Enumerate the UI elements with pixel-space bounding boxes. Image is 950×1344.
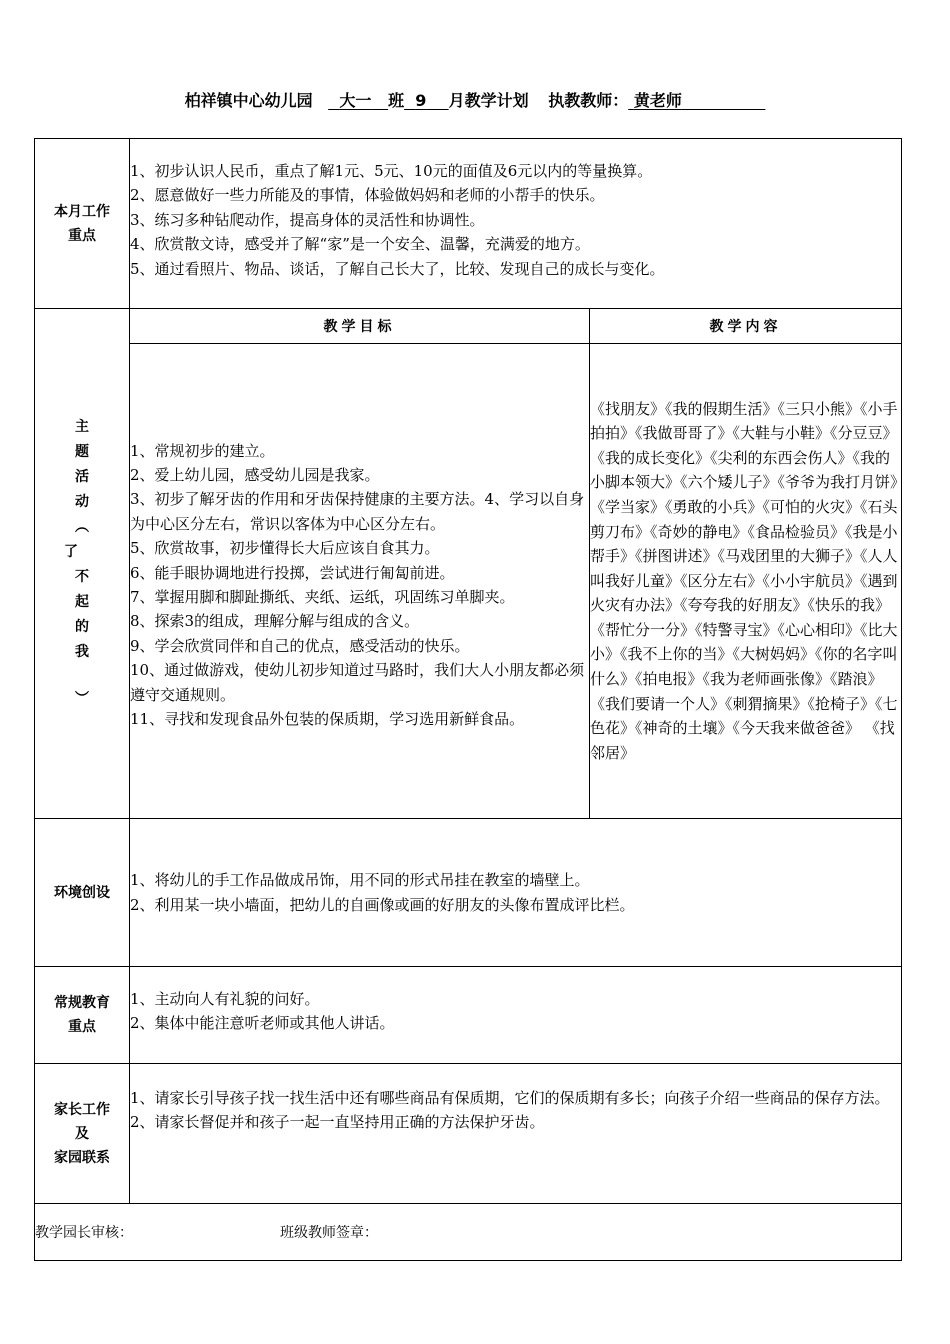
teacher-name: 黄老师 — [633, 91, 682, 110]
goal-item: 7、掌握用脚和脚趾撕纸、夹纸、运纸，巩固练习单脚夹。 — [130, 588, 515, 606]
monthly-focus-item: 2、愿意做好一些力所能及的事情，体验做妈妈和老师的小帮手的快乐。 — [130, 186, 605, 205]
environment-row — [35, 819, 902, 967]
goal-item: 9、学会欣赏同伴和自己的优点，感受活动的快乐。 — [130, 636, 470, 655]
parents-item: 1、请家长引导孩子找一找生活中还有哪些商品有保质期，它们的保质期有多长；向孩子介绍一些商品的保存方法。 — [130, 1089, 890, 1107]
signature-area — [35, 1204, 902, 1261]
parents-item: 2、请家长督促并和孩子一起一直坚持用正确的方法保护牙齿。 — [130, 1113, 545, 1132]
goal-item: 2、爱上幼儿园，感受幼儿园是我家。 — [130, 465, 380, 484]
class-name: 大一 — [339, 91, 372, 110]
goal-item: 3、初步了解牙齿的作用和牙齿保持健康的主要方法。4、学习以自身为中心区分左右，常识以客体为中心区分左右。 — [130, 490, 585, 533]
theme-body-row — [35, 344, 902, 819]
class-label: 班 — [388, 91, 405, 110]
theme-goals — [130, 344, 590, 819]
parents-content — [130, 1064, 902, 1204]
monthly-focus-row — [35, 139, 902, 309]
monthly-focus-item: 1、初步认识人民币，重点了解1元、5元、10元的面值及6元以内的等量换算。 — [130, 162, 653, 180]
theme-content: 《找朋友》《我的假期生活》《三只小熊》《小手拍拍》《我做哥哥了》《大鞋与小鞋》《分豆豆》《我的成长变化》《尖利的东西会伤人》《我的小脚本领大》《六个矮儿子》《爷爷为我打月饼》《学当家》《勇敢的小兵》《可怕的火灾》《石头剪刀布》《奇妙的静电》《食品检验员》《我是小帮手》《拼图讲述》《马戏团里的大狮子》《人人叫我好儿童》《区分左右》《小小宇航员》《遇到火灾有办法》《夸夸我的好朋友》《快乐的我》《帮忙分一分》《特警寻宝》《心心相印》《比大小》《我不上你的当》《大树妈妈》《你的名字叫什么》《拍电报》《我为老师画张像》《踏浪》《我们要请一个人》《刺猬摘果》《抢椅子》《七色花》《神奇的土壤》《今天我来做爸爸》 《找邻居》 — [590, 344, 902, 819]
environment-item: 1、将幼儿的手工作品做成吊饰，用不同的形式吊挂在教室的墙壁上。 — [130, 871, 590, 890]
environment-content — [130, 819, 902, 967]
goal-item: 10、通过做游戏，使幼儿初步知道过马路时，我们大人小朋友都必须遵守交通规则。 — [130, 661, 585, 704]
monthly-focus-item: 4、欣赏散文诗，感受并了解“家”是一个安全、温馨，充满爱的地方。 — [130, 235, 590, 254]
theme-label — [35, 309, 130, 819]
goal-item: 11、寻找和发现食品外包装的保质期，学习选用新鲜食品。 — [130, 710, 525, 729]
signature-row — [35, 1204, 902, 1261]
routine-label: 常规教育 重点 — [35, 967, 130, 1064]
goal-item: 8、探索3的组成，理解分解与组成的含义。 — [130, 612, 420, 631]
teacher-label: 执教教师： — [548, 91, 629, 110]
theme-label-vertical: 主 题 活 动 ︵ 了 不 起 的 我 ︶ — [64, 419, 89, 707]
monthly-focus-item: 3、练习多种钻爬动作，提高身体的灵活性和协调性。 — [130, 210, 485, 229]
plan-label: 月教学计划 — [448, 91, 529, 110]
parents-row — [35, 1064, 902, 1204]
goal-item: 1、常规初步的建立。 — [130, 441, 275, 460]
monthly-focus-item: 5、通过看照片、物品、谈话，了解自己长大了，比较、发现自己的成长与变化。 — [130, 259, 665, 278]
principal-review-label: 教学园长审核： — [35, 1225, 133, 1241]
environment-item: 2、利用某一块小墙面，把幼儿的自画像或画的好朋友的头像布置成评比栏。 — [130, 895, 635, 914]
teaching-plan-table — [34, 138, 902, 1261]
content-header: 教学内容 — [590, 309, 902, 344]
page-title — [0, 88, 950, 111]
school-name: 柏祥镇中心幼儿园 — [184, 91, 313, 110]
environment-label: 环境创设 — [35, 819, 130, 967]
parents-label: 家长工作 及 家园联系 — [35, 1064, 130, 1204]
goal-item: 5、欣赏故事，初步懂得长大后应该自食其力。 — [130, 539, 440, 558]
monthly-focus-label: 本月工作重点 — [35, 139, 130, 309]
teacher-sign-label: 班级教师签章： — [280, 1225, 378, 1241]
routine-content — [130, 967, 902, 1064]
routine-item: 1、主动向人有礼貌的问好。 — [130, 990, 320, 1008]
theme-header-row — [35, 309, 902, 344]
routine-item: 2、集体中能注意听老师或其他人讲话。 — [130, 1014, 395, 1033]
monthly-focus-content — [130, 139, 902, 309]
routine-row — [35, 967, 902, 1064]
goal-item: 6、能手眼协调地进行投掷，尝试进行匍匐前进。 — [130, 563, 455, 582]
goals-header: 教学目标 — [130, 309, 590, 344]
month-value: 9 — [415, 91, 427, 110]
